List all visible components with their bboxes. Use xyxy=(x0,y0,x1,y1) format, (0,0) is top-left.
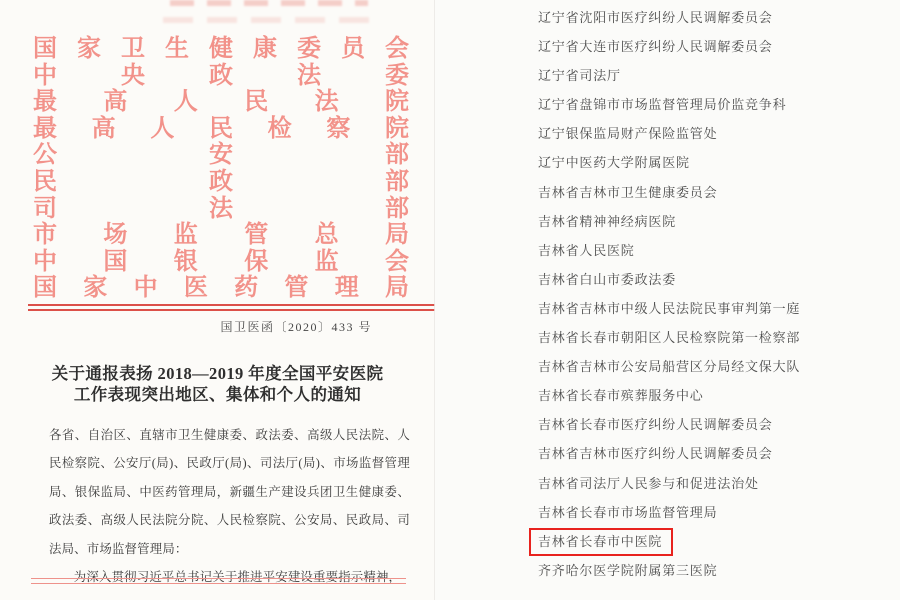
organization-name: 辽宁省盘锦市市场监督管理局价监竞争科 xyxy=(538,97,787,113)
list-item xyxy=(538,323,800,352)
list-item xyxy=(538,498,800,527)
notice-title xyxy=(0,364,435,405)
notice-title-line1: 关于通报表扬 2018—2019 年度全国平安医院 xyxy=(51,364,384,383)
letterhead-agency-row: 中国银保监会 xyxy=(33,248,409,275)
letterhead-agency-row: 民政部 xyxy=(33,168,409,195)
organization-name: 吉林省长春市朝阳区人民检察院第一检察部 xyxy=(538,330,801,346)
organization-name: 吉林省司法厅人民参与和促进法治处 xyxy=(538,475,759,491)
letterhead-agency-row: 国家中医药管理局 xyxy=(33,275,409,302)
page-footer-rule xyxy=(31,578,406,584)
scan-artifact xyxy=(163,17,371,23)
organization-name: 吉林省吉林市中级人民法院民事审判第一庭 xyxy=(538,300,801,316)
organization-name: 齐齐哈尔医学院附属第三医院 xyxy=(538,562,718,578)
list-item xyxy=(538,352,800,381)
letterhead-agency-row: 司法部 xyxy=(33,195,409,222)
notice-page-1 xyxy=(0,0,435,600)
document-number: 国卫医函〔2020〕433 号 xyxy=(220,320,372,334)
organization-name: 辽宁省司法厅 xyxy=(538,68,621,84)
organization-name: 吉林省精神神经病医院 xyxy=(538,213,677,229)
letterhead-agency-row: 市场监管总局 xyxy=(33,222,409,249)
scan-artifact xyxy=(170,0,368,6)
list-item xyxy=(538,294,800,323)
notice-body xyxy=(49,421,410,591)
list-item xyxy=(538,119,800,148)
list-item xyxy=(538,265,800,294)
list-item xyxy=(538,556,800,585)
list-item xyxy=(538,439,800,468)
list-item xyxy=(538,381,800,410)
letterhead-separator-line xyxy=(28,304,446,311)
list-item xyxy=(538,207,800,236)
organization-name: 吉林省吉林市公安局船营区分局经文保大队 xyxy=(538,359,801,375)
list-item xyxy=(538,32,800,61)
list-item xyxy=(538,469,800,498)
letterhead-agency-row: 中央政法委 xyxy=(33,62,409,89)
organization-name: 吉林省吉林市医疗纠纷人民调解委员会 xyxy=(538,446,773,462)
notice-page-2 xyxy=(435,0,900,600)
letterhead-agency-row: 国家卫生健康委员会 xyxy=(33,36,409,62)
list-item xyxy=(538,3,800,32)
organization-name: 吉林省长春市市场监督管理局 xyxy=(538,504,718,520)
organization-name: 吉林省人民医院 xyxy=(538,242,635,258)
list-item xyxy=(538,178,800,207)
list-item xyxy=(538,90,800,119)
letterhead-agency-row: 最高人民法院 xyxy=(33,89,409,116)
list-item xyxy=(538,410,800,439)
list-item xyxy=(538,527,800,556)
list-item xyxy=(538,236,800,265)
organization-name: 吉林省长春市殡葬服务中心 xyxy=(538,388,704,404)
letterhead-agencies xyxy=(33,36,409,302)
organization-name: 辽宁省沈阳市医疗纠纷人民调解委员会 xyxy=(538,10,773,25)
list-item xyxy=(538,61,800,90)
organization-name: 辽宁省大连市医疗纠纷人民调解委员会 xyxy=(538,39,773,55)
organization-name: 辽宁银保监局财产保险监管处 xyxy=(538,126,718,142)
list-item xyxy=(538,148,800,177)
letterhead-agency-row: 最高人民检察院 xyxy=(33,115,409,142)
letterhead-agency-row: 公安部 xyxy=(33,142,409,169)
notice-recipients: 各省、自治区、直辖市卫生健康委、政法委、高级人民法院、人民检察院、公安厅(局)、民政厅(局)、司法厅(局)、市场监督管理局、银保监局、中医药管理局，新疆生产建设兵团卫生健康委、政法委、高级人民法院分院、人民检察院、公安局、民政局、司法局、市场监督管理局： xyxy=(49,428,410,556)
notice-title-line2: 工作表现突出地区、集体和个人的通知 xyxy=(73,384,362,404)
organization-name: 辽宁中医药大学附属医院 xyxy=(538,155,690,171)
organization-name: 吉林省长春市中医院 xyxy=(529,528,673,556)
commended-organizations-list xyxy=(538,3,800,585)
organization-name: 吉林省长春市医疗纠纷人民调解委员会 xyxy=(538,417,773,433)
notice-body-first-line: 为深入贯彻习近平总书记关于推进平安建设重要指示精神， xyxy=(73,570,402,585)
organization-name: 吉林省白山市委政法委 xyxy=(538,271,677,287)
organization-name: 吉林省吉林市卫生健康委员会 xyxy=(538,184,718,200)
